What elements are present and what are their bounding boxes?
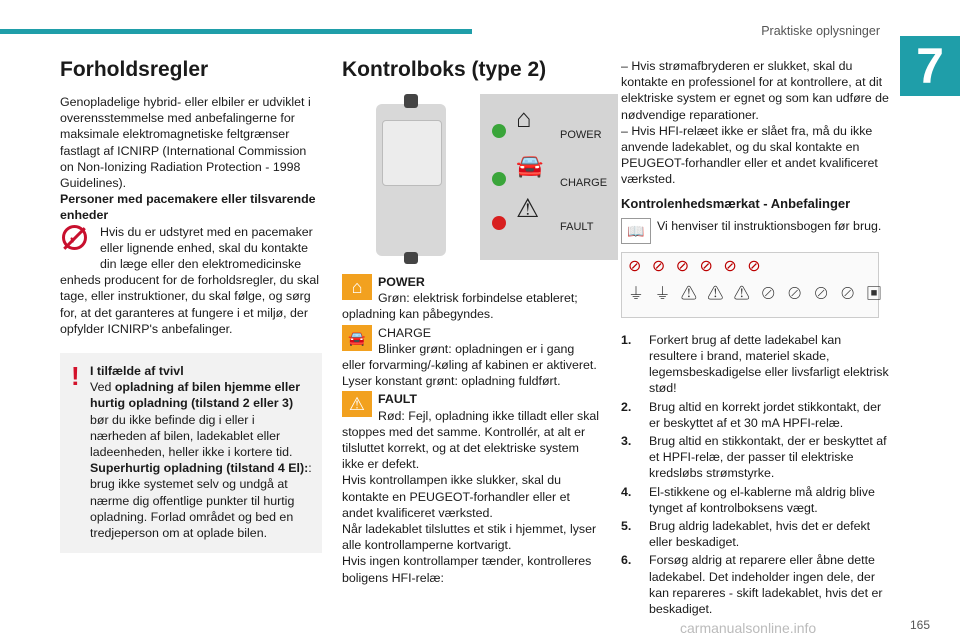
- state-charge-name: CHARGE: [378, 325, 432, 340]
- panel-fault-label: FAULT: [560, 221, 594, 233]
- car-icon: 🚘: [516, 153, 544, 178]
- charge-lamp: [492, 172, 506, 186]
- chapter-number: 7: [900, 36, 960, 96]
- safety-pictograms: [621, 252, 886, 318]
- list-item: 2. Brug altid en korrekt jordet stikkontakt, der er beskyttet af et 30 mA HPFI-relæ.: [621, 399, 882, 430]
- recommendations-list: [621, 332, 889, 617]
- state-power-name: POWER: [378, 275, 425, 289]
- warning-box: [60, 353, 322, 553]
- warning-icon: !: [71, 361, 80, 392]
- header-bar: [0, 29, 472, 34]
- book-icon: 📖: [621, 218, 651, 244]
- list-item: 1. Forkert brug af dette ladekabel kan resultere i brand, materiel skade, legemsbeskadigelse eller livsfarligt elektrisk stød!: [621, 332, 889, 396]
- fault-lamp: [492, 216, 506, 230]
- control-box-device: [376, 104, 446, 256]
- control-box-column: [342, 58, 608, 586]
- warning-text-1b: opladning af bilen hjemme eller hurtig opladning (tilstand 2 eller 3): [90, 380, 301, 411]
- intro-text: Genopladelige hybrid- eller elbiler er udviklet i overensstemmelse med anbefalingerne for maksimale elektromagnetiske feltgrænser fastlagt af ICNIRP (International Commission on Non-Ionizing Radiation Protection - 1998 Guidelines).: [60, 95, 311, 191]
- pacemaker-heading: Personer med pacemakere eller tilsvarende enheder: [60, 192, 316, 223]
- warning-text-1a: Ved: [90, 380, 115, 395]
- panel-power-label: POWER: [560, 129, 602, 141]
- control-box-figure: [362, 94, 608, 260]
- page-number: 165: [909, 618, 930, 632]
- state-fault-extra: Hvis kontrollampen ikke slukker, skal du kontakte en PEUGEOT-forhandler eller et andet kvalificeret værksted.: [342, 473, 570, 520]
- state-fault-text: Rød: Fejl, opladning ikke tilladt eller skal stoppes med det samme. Kontrollér, at alt er tilsluttet korrekt, og at det elektriske system ikke er defekt.: [342, 408, 600, 472]
- prohibition-icons: ⊘ ⊘ ⊘ ⊘ ⊘ ⊘: [628, 257, 764, 275]
- state-charge: [342, 325, 600, 390]
- no-pacemaker-icon: [60, 225, 94, 255]
- state-charge-text: Blinker grønt: opladningen er i gang eller forvarming/-køling af kabinen er aktiveret.: [342, 341, 597, 373]
- state-fault: [342, 391, 600, 585]
- dash-item-1: – Hvis strømafbryderen er slukket, skal du kontakte en professionel for at kontrollere, at dit elektriske system er egnet og som kan udføre de nødvendige reparationer.: [621, 59, 889, 122]
- warning-icons: ⏚ ⏚ ⚠ ⚠ ⚠ ⊘ ⊘ ⊘ ⊘ ▣: [628, 285, 886, 303]
- state-fault-extra3: Hvis ingen kontrollamper tænder, kontrolleres boligens HFI-relæ:: [342, 554, 592, 585]
- home-icon: ⌂: [516, 103, 532, 133]
- state-charge-extra: Lyser konstant grønt: opladning fuldført.: [342, 374, 561, 389]
- list-item: 6. Forsøg aldrig at reparere eller åbne dette ladekabel. Det indeholder ingen dele, der kan repareres - skift ladekablet, hvis det er beskadiget.: [621, 553, 883, 617]
- car-icon: 🚘: [342, 325, 372, 351]
- recommendations-column: [621, 58, 889, 619]
- watermark: carmanualsonline.info: [680, 620, 817, 636]
- warning-text-2a: Superhurtig opladning (tilstand 4 El):: [90, 461, 309, 476]
- warning-text-1c: bør du ikke befinde dig i eller i nærheden af bilen, ladekablet eller ladeenheden, heller ikke i kortere tid.: [90, 412, 293, 460]
- pacemaker-text: Hvis du er udstyret med en pacemaker eller lignende enhed, skal du kontakte din læge eller den elektromedicinske enheds producent for de forholdsregler, du skal tage, eller instruktioner, du skal følge, og sørg for, at det garanteres at fungere i et miljø, der opfylder ICNIRP's anbefalinger.: [60, 224, 319, 336]
- list-item: 4. El-stikkene og el-kablerne må aldrig blive tynget af kontrolboksens vægt.: [621, 484, 875, 515]
- precautions-column: [60, 58, 322, 553]
- state-power: [342, 274, 600, 323]
- list-item: 5. Brug aldrig ladekablet, hvis det er defekt eller beskadiget.: [621, 519, 871, 550]
- indicator-panel: [480, 94, 618, 260]
- state-fault-name: FAULT: [378, 392, 417, 407]
- dash-item-2: – Hvis HFI-relæet ikke er slået fra, må du ikke anvende ladekablet, og du skal kontakte en PEUGEOT-forhandler eller et andet kvalificeret værksted.: [621, 123, 878, 187]
- section-title: Praktiske oplysninger: [761, 24, 880, 38]
- warning-triangle-icon: ⚠: [342, 391, 372, 417]
- warning-triangle-icon: ⚠: [516, 193, 540, 223]
- state-power-text: Grøn: elektrisk forbindelse etableret; opladning kan påbegyndes.: [342, 291, 578, 322]
- precautions-title: Forholdsregler: [60, 58, 209, 81]
- power-lamp: [492, 124, 506, 138]
- warning-text-2b: : brug ikke systemet selv og undgå at nærme dig offentlige punkter til hurtig opladning. Forlad området og bed en tredjeperson om at oplade bilen.: [90, 461, 312, 541]
- control-box-title: Kontrolboks (type 2): [342, 58, 547, 81]
- book-text: Vi henviser til instruktionsbogen før brug.: [657, 218, 882, 233]
- list-item: 3. Brug altid en stikkontakt, der er beskyttet af et HPFI-relæ, der passer til elektriske kredsløbs strømstyrke.: [621, 434, 887, 481]
- panel-charge-label: CHARGE: [560, 177, 608, 189]
- home-icon: ⌂: [342, 274, 372, 300]
- state-fault-extra2: Når ladekablet tilsluttes et stik i hjemmet, lyser alle kontrollamperne kortvarigt.: [342, 522, 597, 553]
- label-heading: Kontrolenhedsmærkat - Anbefalinger: [621, 195, 851, 211]
- warning-title: I tilfælde af tvivl: [90, 364, 184, 379]
